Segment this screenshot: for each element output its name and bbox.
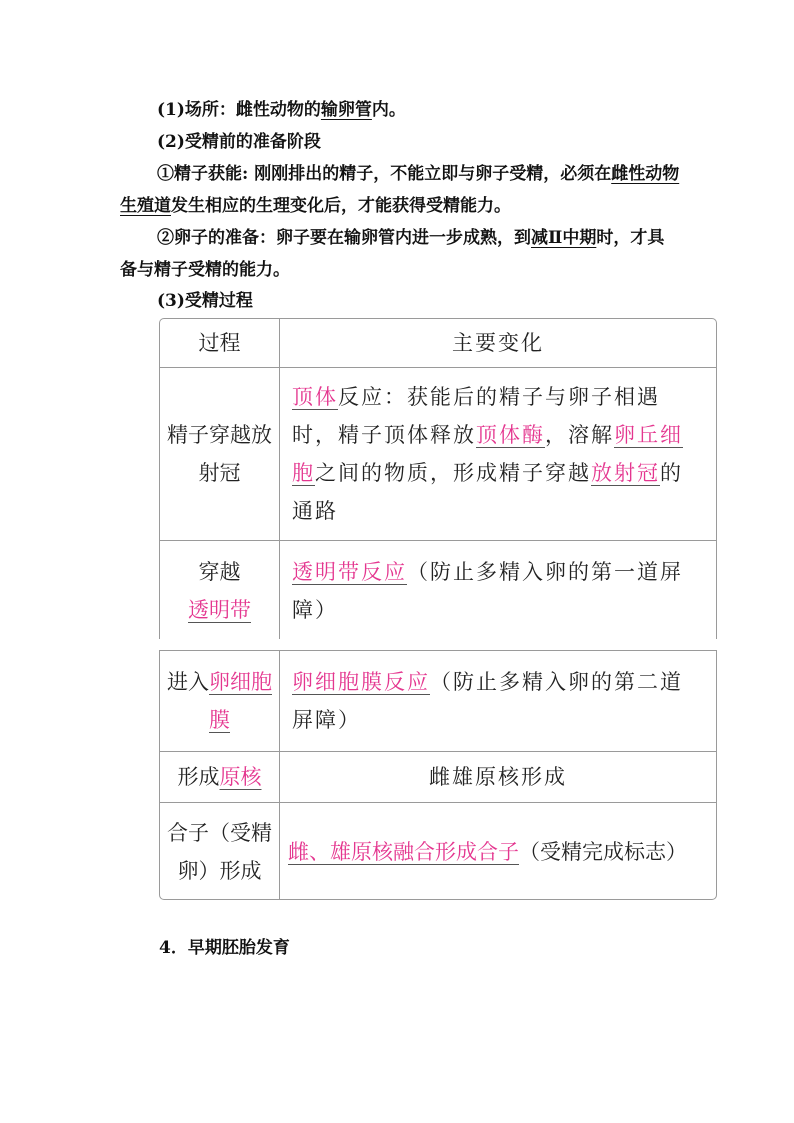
header-changes: 主要变化 — [452, 331, 544, 355]
fertilization-table-part2 — [159, 650, 717, 900]
changes-cell — [280, 651, 716, 751]
underlined-term: 输卵管 — [320, 100, 372, 120]
location-suffix: 内。 — [371, 100, 406, 120]
capacitation-text: ①精子获能: 刚刚排出的精子，不能立即与卵子受精，必须在 — [157, 164, 612, 184]
highlight-term: 卵丘细胞 — [292, 423, 683, 485]
table-row — [160, 802, 716, 900]
highlight-term: 卵细胞膜 — [209, 670, 272, 732]
highlight-term: 顶体 — [292, 385, 338, 409]
cell-text: （受精完成标志） — [519, 840, 687, 864]
highlight-term: 透明带反应 — [292, 560, 407, 584]
cell-text: 形成 — [177, 765, 220, 789]
capacitation-suffix: 发生相应的生理变化后，才能获得受精能力。 — [171, 196, 511, 216]
table-row — [160, 651, 716, 751]
egg-prep-suffix: 时，才具备与精子受精的能力。 — [120, 228, 665, 280]
cell-text: 的通路 — [292, 461, 683, 523]
table-header-row — [160, 319, 716, 367]
underlined-term: 减Ⅱ中期 — [531, 228, 597, 248]
highlight-term: 卵细胞膜反应 — [292, 670, 430, 694]
process-cell — [160, 541, 280, 639]
paragraph-location — [120, 94, 680, 126]
cell-text: 进入 — [167, 670, 209, 694]
cell-text: 之间的物质，形成精子穿越 — [315, 461, 591, 485]
cell-text: （防止多精入卵的第二道屏障） — [292, 670, 683, 732]
table-row — [160, 540, 716, 639]
fertilization-table-part1 — [159, 318, 717, 639]
table-row — [160, 367, 716, 540]
highlight-term: 放射冠 — [591, 461, 660, 485]
changes-cell — [280, 541, 716, 639]
header-process: 过程 — [160, 319, 280, 367]
highlight-term: 雌、雄原核融合形成合子 — [288, 840, 519, 864]
cell-text: 反应：获能后的精子与卵子相遇时，精子顶体释放 — [292, 385, 660, 447]
underlined-term: 雌性动物生殖道 — [120, 164, 680, 216]
highlight-term: 顶体酶 — [476, 423, 545, 447]
process-cell: 合子（受精卵）形成 — [160, 803, 280, 900]
section-heading-early-embryo: 4．早期胚胎发育 — [159, 938, 290, 958]
location-text: (1)场所：雌性动物的 — [157, 100, 321, 120]
process-cell — [160, 752, 280, 802]
paragraph-egg-prep — [120, 222, 680, 286]
process-cell: 精子穿越放射冠 — [160, 368, 280, 540]
egg-prep-text: ②卵子的准备：卵子要在输卵管内进一步成熟，到 — [157, 228, 531, 248]
changes-cell — [280, 368, 716, 540]
cell-text: （防止多精入卵的第一道屏障） — [292, 560, 683, 622]
paragraph-sperm-capacitation — [120, 158, 680, 222]
highlight-term: 透明带 — [188, 598, 251, 622]
changes-cell — [280, 803, 716, 900]
paragraph-heading-process: (3)受精过程 — [157, 291, 253, 311]
highlight-term: 原核 — [219, 765, 262, 789]
table-row — [160, 751, 716, 802]
paragraph-heading-prep: (2)受精前的准备阶段 — [157, 132, 321, 152]
cell-text: 穿越 — [198, 560, 241, 584]
changes-cell: 雌雄原核形成 — [429, 765, 567, 789]
cell-text: ，溶解 — [545, 423, 614, 447]
process-cell — [160, 651, 280, 751]
